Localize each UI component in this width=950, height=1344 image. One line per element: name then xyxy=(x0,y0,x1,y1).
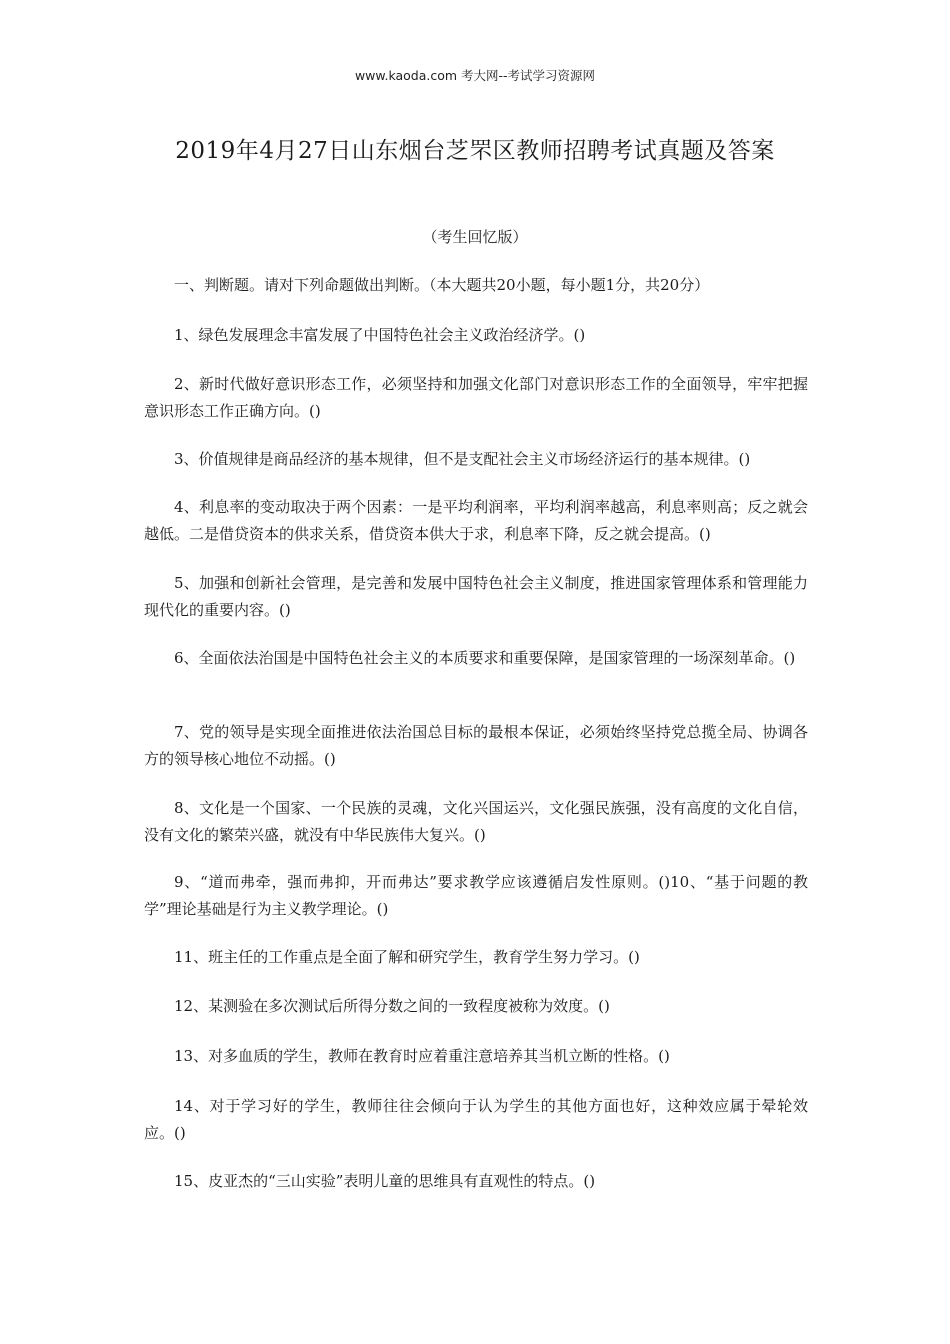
question-4: 4、利息率的变动取决于两个因素：一是平均利润率，平均利润率越高，利息率则高；反之就会越低。二是借贷资本的供求关系，借贷资本供大于求，利息率下降，反之就会提高。() xyxy=(144,498,808,543)
question-12: 12、某测验在多次测试后所得分数之间的一致程度被称为效度。() xyxy=(174,997,610,1015)
question-1: 1、绿色发展理念丰富发展了中国特色社会主义政治经济学。() xyxy=(174,326,586,344)
question-14: 14、对于学习好的学生，教师往往会倾向于认为学生的其他方面也好，这种效应属于晕轮效应。() xyxy=(144,1097,808,1142)
question-5: 5、加强和创新社会管理，是完善和发展中国特色社会主义制度，推进国家管理体系和管理能力现代化的重要内容。() xyxy=(144,574,808,619)
site-header: www.kaoda.com 考大网--考试学习资源网 xyxy=(354,68,596,83)
question-6: 6、全面依法治国是中国特色社会主义的本质要求和重要保障，是国家管理的一场深刻革命。() xyxy=(174,649,796,667)
question-9-10: 9、“道而弗牵，强而弗抑，开而弗达”要求教学应该遵循启发性原则。()10、“基于问题的教学”理论基础是行为主义教学理论。() xyxy=(144,873,808,918)
document-subtitle: （考生回忆版） xyxy=(422,228,528,246)
question-11: 11、班主任的工作重点是全面了解和研究学生，教育学生努力学习。() xyxy=(174,948,640,966)
section-heading: 一、判断题。请对下列命题做出判断。（本大题共20小题，每小题1分，共20分） xyxy=(174,276,710,294)
question-8: 8、文化是一个国家、一个民族的灵魂，文化兴国运兴，文化强民族强，没有高度的文化自信，没有文化的繁荣兴盛，就没有中华民族伟大复兴。() xyxy=(144,799,808,844)
document-title: 2019年4月27日山东烟台芝罘区教师招聘考试真题及答案 xyxy=(175,138,775,164)
question-13: 13、对多血质的学生，教师在教育时应着重注意培养其当机立断的性格。() xyxy=(174,1047,670,1065)
question-7: 7、党的领导是实现全面推进依法治国总目标的最根本保证，必须始终坚持党总揽全局、协调各方的领导核心地位不动摇。() xyxy=(144,723,808,768)
question-2: 2、新时代做好意识形态工作，必须坚持和加强文化部门对意识形态工作的全面领导，牢牢把握意识形态工作正确方向。() xyxy=(144,375,808,420)
question-3: 3、价值规律是商品经济的基本规律，但不是支配社会主义市场经济运行的基本规律。() xyxy=(174,450,751,468)
question-15: 15、皮亚杰的“三山实验”表明儿童的思维具有直观性的特点。() xyxy=(174,1172,596,1190)
